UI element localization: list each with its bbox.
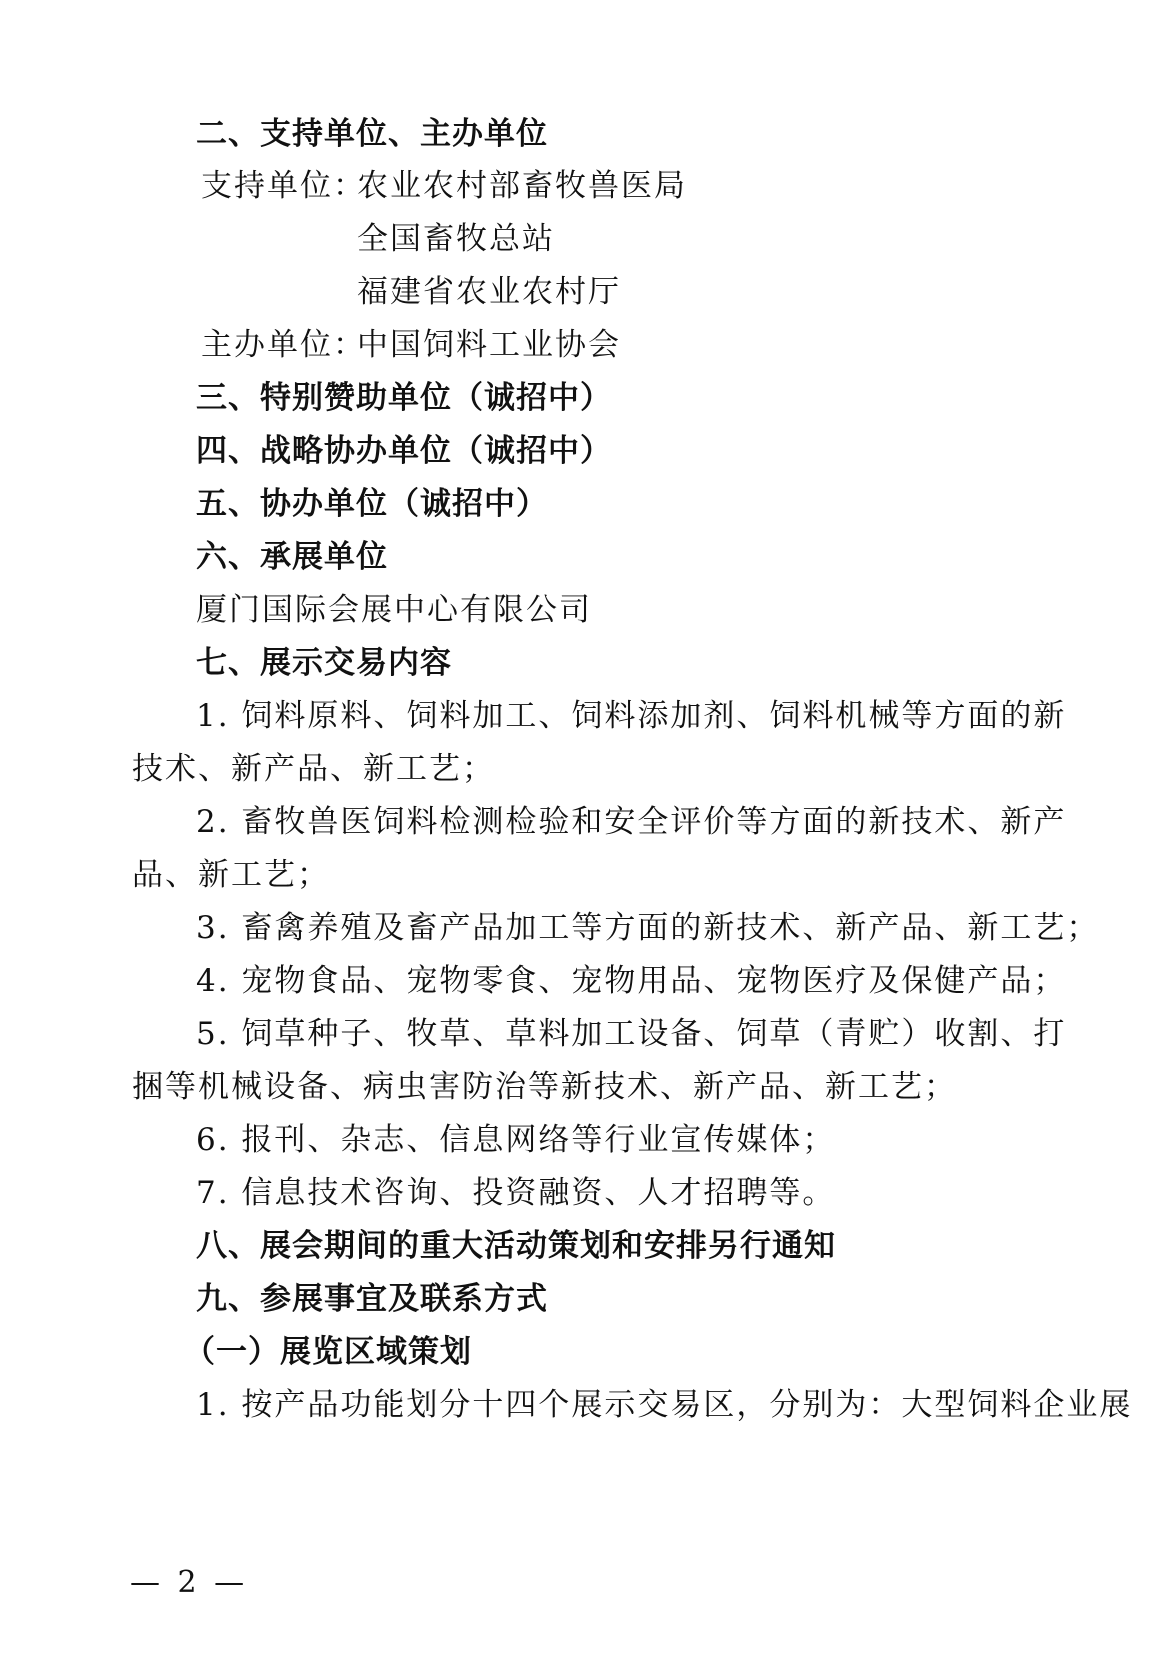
section-4-heading: 四、战略协办单位（诚招中） xyxy=(196,433,612,469)
organizer-name: 厦门国际会展中心有限公司 xyxy=(196,592,592,628)
section-8-heading: 八、展会期间的重大活动策划和安排另行通知 xyxy=(196,1228,836,1264)
support-unit-2: 全国畜牧总站 xyxy=(357,221,555,257)
list-item-1-cont: 技术、新产品、新工艺； xyxy=(132,751,495,787)
host-label: 主办单位： xyxy=(201,327,366,363)
list-item-5: 5. 饲草种子、牧草、草料加工设备、饲草（青贮）收割、打 xyxy=(196,1016,1067,1052)
list-item-5-cont: 捆等机械设备、病虫害防治等新技术、新产品、新工艺； xyxy=(132,1069,957,1105)
list-item-2-cont: 品、新工艺； xyxy=(132,857,330,893)
host-unit: 中国饲料工业协会 xyxy=(357,327,621,363)
page-number: — 2 — xyxy=(130,1565,249,1600)
list-item-4: 4. 宠物食品、宠物零食、宠物用品、宠物医疗及保健产品； xyxy=(196,963,1067,999)
section-3-heading: 三、特别赞助单位（诚招中） xyxy=(196,380,612,416)
list-item-2: 2. 畜牧兽医饲料检测检验和安全评价等方面的新技术、新产 xyxy=(196,804,1067,840)
section-2-heading: 二、支持单位、主办单位 xyxy=(196,116,548,152)
support-unit-3: 福建省农业农村厅 xyxy=(357,274,621,310)
support-label: 支持单位： xyxy=(201,168,366,204)
section-6-heading: 六、承展单位 xyxy=(196,539,388,575)
list-item-3: 3. 畜禽养殖及畜产品加工等方面的新技术、新产品、新工艺； xyxy=(196,910,1100,946)
list-item-7: 7. 信息技术咨询、投资融资、人才招聘等。 xyxy=(196,1175,836,1211)
paragraph-last-line: 1. 按产品功能划分十四个展示交易区，分别为：大型饲料企业展 xyxy=(196,1387,1133,1423)
section-9-heading: 九、参展事宜及联系方式 xyxy=(196,1281,548,1317)
section-5-heading: 五、协办单位（诚招中） xyxy=(196,486,548,522)
list-item-6: 6. 报刊、杂志、信息网络等行业宣传媒体； xyxy=(196,1122,836,1158)
subsection-1-heading: （一）展览区域策划 xyxy=(184,1334,472,1370)
list-item-1: 1. 饲料原料、饲料加工、饲料添加剂、饲料机械等方面的新 xyxy=(196,698,1067,734)
section-7-heading: 七、展示交易内容 xyxy=(196,645,452,681)
support-unit-1: 农业农村部畜牧兽医局 xyxy=(357,168,687,204)
